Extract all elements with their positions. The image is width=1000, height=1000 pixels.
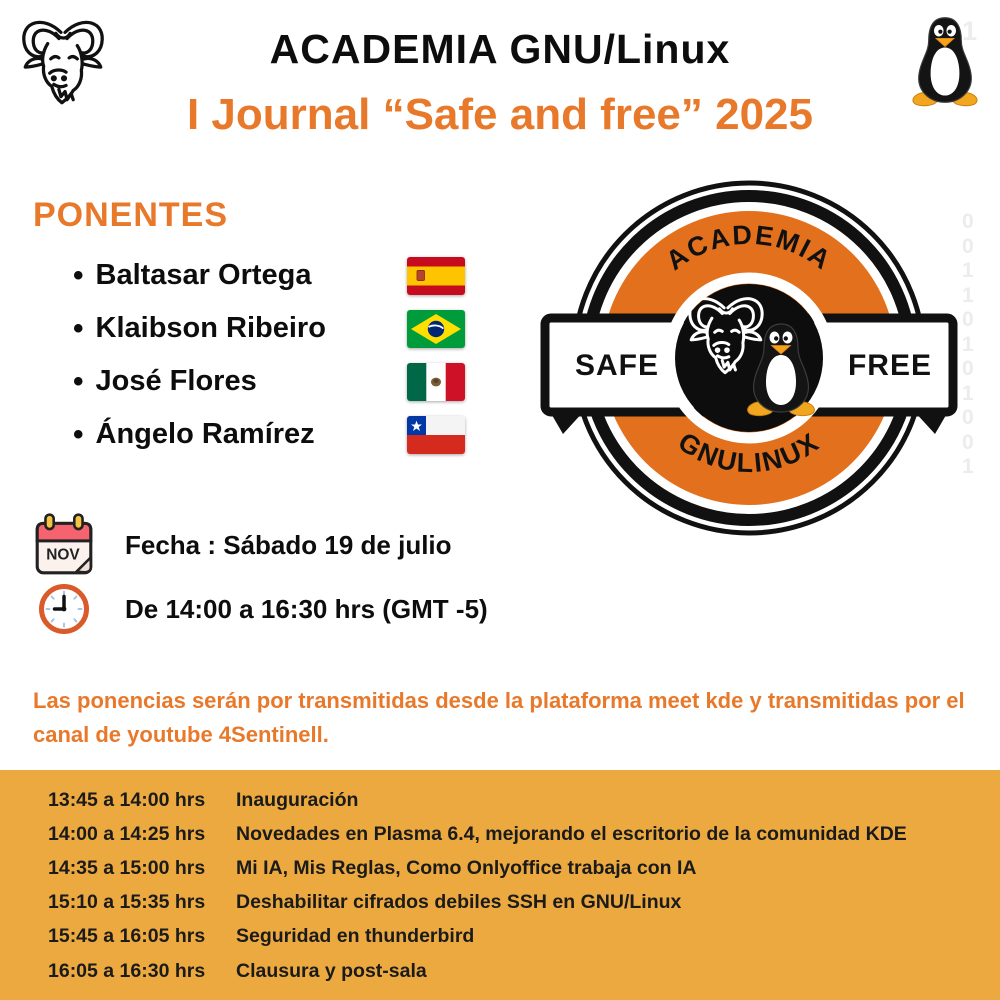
event-date: Fecha : Sábado 19 de julio (125, 530, 452, 560)
binary-decoration-column (962, 210, 974, 480)
streaming-notice: Las ponencias serán por transmitidas desde la plataforma meet kde y transmitidas por el canal de youtube 4Sentinell. (33, 688, 965, 747)
speaker-name: Klaibson Ribeiro (95, 312, 326, 344)
binary-digit: 0 (962, 357, 974, 380)
table-row (0, 886, 1000, 920)
schedule-time: 15:45 a 16:05 hrs (48, 925, 206, 948)
list-item (33, 302, 465, 355)
table-row (0, 851, 1000, 885)
schedule-time: 16:05 a 16:30 hrs (48, 959, 206, 982)
table-row (0, 954, 1000, 988)
schedule-title: Novedades en Plasma 6.4, mejorando el escritorio de la comunidad KDE (236, 822, 907, 845)
chile-flag-icon (407, 416, 465, 454)
binary-digit: 0 (962, 210, 974, 233)
table-row (0, 817, 1000, 851)
speaker-name: José Flores (95, 365, 257, 397)
schedule-time: 15:10 a 15:35 hrs (48, 891, 206, 914)
brazil-flag-icon (407, 310, 465, 348)
binary-digit: 0 (962, 308, 974, 331)
page-subtitle: I Journal “Safe and free” 2025 (186, 90, 814, 139)
badge-safe-text: SAFE (574, 349, 660, 382)
schedule-title: Mi IA, Mis Reglas, Como Onlyoffice trabaja con IA (236, 856, 697, 879)
binary-digit: 0 (962, 406, 974, 429)
badge-free-text: FREE (847, 349, 933, 382)
event-time: De 14:00 a 16:30 hrs (GMT -5) (125, 594, 488, 624)
list-item (33, 249, 465, 302)
bullet-icon: • (73, 311, 84, 345)
table-row (0, 783, 1000, 817)
binary-digit: 0 (962, 430, 974, 454)
mexico-flag-icon (407, 363, 465, 401)
binary-digit: 1 (962, 332, 974, 356)
academia-gnulinux-badge (539, 158, 959, 558)
schedule-banner (0, 770, 1000, 1000)
speakers-list (33, 249, 465, 461)
schedule-time: 14:00 a 14:25 hrs (48, 822, 206, 845)
binary-digit: 1 (962, 259, 974, 282)
schedule-title: Inauguración (236, 788, 359, 811)
calendar-month-label: NOV (46, 546, 80, 564)
schedule-title: Deshabilitar cifrados debiles SSH en GNU/Linux (236, 891, 682, 914)
schedule-time: 13:45 a 14:00 hrs (48, 788, 206, 811)
badge-top-text: ACADEMIA (660, 219, 838, 276)
speaker-name: Baltasar Ortega (95, 259, 312, 291)
bullet-icon: • (73, 258, 84, 292)
list-item (33, 408, 465, 461)
schedule-time: 14:35 a 15:00 hrs (48, 856, 206, 879)
spain-flag-icon (407, 257, 465, 295)
page-title: ACADEMIA GNU/Linux (269, 26, 731, 72)
calendar-icon (33, 511, 95, 579)
bullet-icon: • (73, 364, 84, 398)
speaker-name: Ángelo Ramírez (95, 418, 315, 450)
speakers-heading: PONENTES (33, 196, 229, 234)
bullet-icon: • (73, 417, 84, 451)
binary-digit: 1 (962, 381, 974, 405)
list-item (33, 355, 465, 408)
badge-bottom-text: GNULINUX (672, 426, 826, 479)
schedule-title: Clausura y post-sala (236, 959, 427, 982)
binary-digit: 1 (962, 283, 974, 307)
clock-icon (38, 583, 90, 635)
schedule-title: Seguridad en thunderbird (236, 925, 475, 948)
table-row (0, 920, 1000, 954)
binary-digit: 1 (962, 455, 974, 478)
binary-decoration: 1 (962, 16, 978, 46)
binary-digit: 0 (962, 234, 974, 258)
